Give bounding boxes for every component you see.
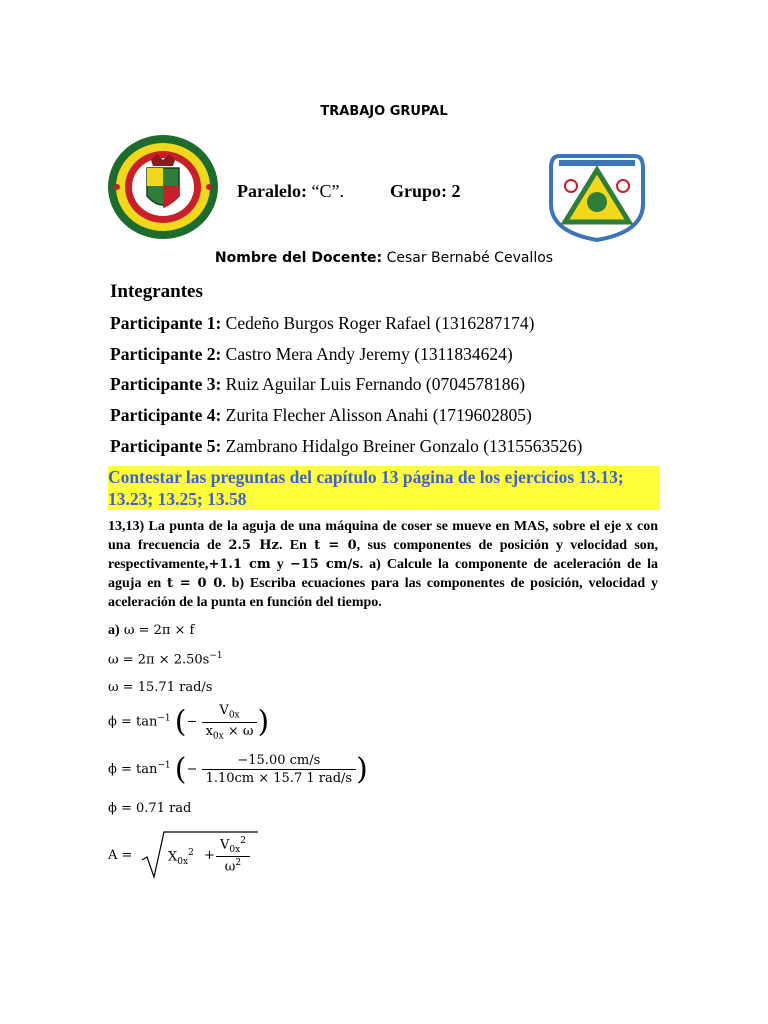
problem-text: , sus componentes de posición y velocidad son, respectivamente, [108,538,659,572]
problem-text: . a) Calcule la componente de aceleración de la aguja en [108,557,658,591]
part-a-label: a) [108,623,120,638]
symbol: V [219,703,229,718]
minus-sign: − [186,714,198,730]
participant-label: Participante 5: [110,436,222,456]
equation-text: ω = 2π × f [123,623,195,638]
exponent: 2 [188,848,194,858]
participant-name: Zambrano Hidalgo Breiner Gonzalo (1315563526) [225,436,583,456]
participant-4 [110,405,532,426]
subscript: 0x [177,856,189,867]
denominator: 1.10cm × 15.7 1 rad/s [205,771,353,786]
frequency-value: 2.5 Hz [228,538,279,553]
plus-sign: + [204,848,215,863]
equation-text: ϕ = tan [108,762,158,777]
participant-label: Participante 2: [110,344,222,364]
time-zero: t = 0 0 [166,576,223,591]
subscript: 0x [229,844,241,855]
exponent: −1 [157,760,171,771]
symbol: V [220,837,230,853]
university-seal-logo [107,134,219,240]
symbol: x [205,723,213,739]
denominator [216,857,250,874]
grupo-label: Grupo: 2 [390,181,461,201]
paralelo-line [237,181,344,202]
subscript: 0x [212,731,224,742]
fraction [216,836,250,874]
problem-statement [108,517,658,612]
participant-name: Zurita Flecher Alisson Anahi (1719602805) [225,405,532,425]
minus-sign: − [186,762,198,777]
equation-text: ω = 15.71 rad/s [108,680,213,695]
equation-text: ω = 2π × 2.50s [108,652,210,668]
numerator: −15.00 cm/s [202,753,357,770]
equation-omega-formula [108,623,194,639]
participant-2 [110,344,513,365]
integrantes-heading: Integrantes [110,281,203,302]
fraction [202,753,357,786]
symbol: X [168,849,178,865]
paralelo-value: “C”. [311,181,344,201]
document-title: TRABAJO GRUPAL [320,104,448,119]
equation-phi-formula [108,703,269,741]
exponent: 2 [240,836,246,846]
exponent: −1 [209,651,223,661]
docente-name: Cesar Bernabé Cevallos [386,250,554,266]
participant-3 [110,374,525,395]
exponent: 2 [235,857,242,868]
equation-phi-substitution [108,752,368,787]
participant-name: Ruiz Aguilar Luis Fernando (0704578186) [225,374,526,394]
participant-label: Participante 4: [110,405,222,425]
participant-label: Participante 1: [110,313,222,333]
right-paren: ) [356,752,368,787]
fraction [202,703,258,741]
equation-omega-substitution [108,651,223,667]
participant-label: Participante 3: [110,374,222,394]
problem-text: 13,13) La punta de la aguja de una máquina de coser se mueve en MAS, sobre el eje x con una frecuencia de [108,519,658,553]
position-value: +1.1 cm [208,557,271,572]
participant-name: Cedeño Burgos Roger Rafael (1316287174) [225,313,535,333]
equation-phi-result [108,801,191,816]
institute-emblem-logo [549,150,645,242]
instruction-highlight: Contestar las preguntas del capítulo 13 página de los ejercicios 13.13; 13.23; 13.25; 13.58 [108,466,660,510]
equation-text: A = [108,848,133,863]
numerator [216,836,250,857]
equation-text: ϕ = 0.71 rad [108,801,192,816]
left-paren: ( [174,704,187,740]
left-paren: ( [174,752,187,787]
docente-label: Nombre del Docente: [214,250,383,266]
problem-text: . En [278,538,307,553]
time-zero: t = 0 [314,538,357,553]
denominator [202,723,258,742]
equation-text: ϕ = tan [108,714,158,730]
participant-name: Castro Mera Andy Jeremy (1311834624) [225,344,513,364]
numerator [202,703,258,723]
problem-text: . b) Escriba ecuaciones para las componentes de posición, velocidad y aceleración de la punta en función del tiempo. [108,576,658,610]
participant-1 [110,313,534,334]
right-paren: ) [257,704,270,740]
docente-line [0,250,768,266]
symbol: ω [224,859,236,875]
symbol: × ω [223,723,254,739]
subscript: 0x [228,710,240,721]
equation-omega-result [108,680,212,695]
participant-5 [110,436,582,457]
exponent: −1 [157,713,171,724]
velocity-value: −15 cm/s [289,557,360,572]
equation-amplitude [108,830,288,880]
amplitude-term-x [168,848,194,867]
paralelo-label: Paralelo: [237,181,307,201]
problem-text: y [270,557,290,572]
